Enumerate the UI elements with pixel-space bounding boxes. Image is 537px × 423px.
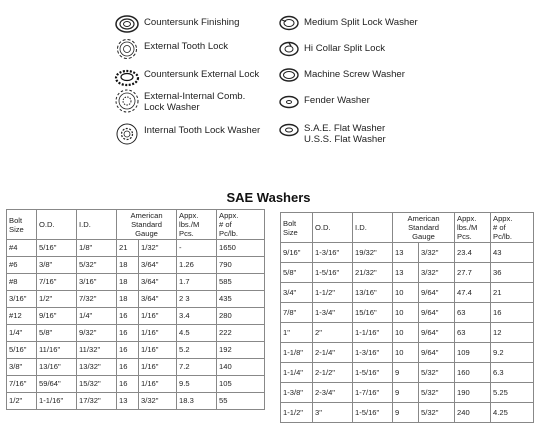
- table-cell: 23.4: [455, 243, 491, 263]
- table-cell: 15/16": [353, 303, 393, 323]
- legend-label: Fender Washer: [304, 95, 370, 106]
- table-cell: 4.25: [491, 403, 534, 423]
- table-row: [281, 243, 534, 263]
- table-cell: 7/16": [37, 274, 77, 291]
- internal-tooth-lock-icon: [114, 122, 140, 146]
- table-cell: 3/8": [37, 257, 77, 274]
- table-cell: 16: [117, 308, 139, 325]
- table-cell: 5/32": [77, 257, 117, 274]
- legend-item-external-internal-comb: [114, 88, 245, 114]
- table-cell: 5.2: [177, 342, 217, 359]
- table-cell: 5/8": [37, 325, 77, 342]
- table-cell: 18.3: [177, 393, 217, 410]
- table-cell: 9/64": [419, 323, 455, 343]
- table-cell: 9.5: [177, 376, 217, 393]
- header-pc: Appx. # of Pc/lb.: [217, 210, 265, 240]
- table-cell: 3/8": [7, 359, 37, 376]
- legend-label: External Tooth Lock: [144, 41, 229, 52]
- table-cell: #6: [7, 257, 37, 274]
- table-cell: 1/2": [37, 291, 77, 308]
- table-cell: 21: [491, 283, 534, 303]
- table-cell: 6.3: [491, 363, 534, 383]
- table-cell: 5/32": [419, 403, 455, 423]
- table-cell: 2 3: [177, 291, 217, 308]
- legend-label: S.A.E. Flat Washer U.S.S. Flat Washer: [304, 123, 386, 145]
- table-cell: 5/32": [419, 363, 455, 383]
- table-cell: 21/32": [353, 263, 393, 283]
- table-cell: 7/32": [77, 291, 117, 308]
- table-cell: 3/32": [419, 243, 455, 263]
- table-cell: 15/32": [77, 376, 117, 393]
- flat-washer-icon: [278, 120, 300, 138]
- table-cell: 1-1/16": [37, 393, 77, 410]
- table-cell: 7/8": [281, 303, 313, 323]
- legend-label: External-Internal Comb. Lock Washer: [144, 91, 246, 113]
- legend-label: Medium Split Lock Washer: [304, 17, 418, 28]
- table-header-row: [7, 210, 265, 240]
- table-cell: 2-1/2": [313, 363, 353, 383]
- table-cell: 16: [491, 303, 534, 323]
- table-cell: 9: [393, 363, 419, 383]
- table-cell: 5/16": [7, 342, 37, 359]
- table-cell: 9/64": [419, 303, 455, 323]
- header-gauge: American Standard Gauge: [117, 210, 177, 240]
- table-cell: 3/32": [139, 393, 177, 410]
- legend-item-hi-collar-split-lock: [278, 40, 385, 58]
- table-cell: 435: [217, 291, 265, 308]
- medium-split-lock-icon: [278, 14, 300, 32]
- table-cell: 1-1/16": [353, 323, 393, 343]
- table-cell: 7/16": [7, 376, 37, 393]
- table-cell: 1-5/16": [353, 403, 393, 423]
- table-cell: 1/16": [139, 325, 177, 342]
- table-cell: 10: [393, 303, 419, 323]
- table-cell: 1/16": [139, 342, 177, 359]
- table-row: [7, 257, 265, 274]
- table-cell: 2": [313, 323, 353, 343]
- table-cell: 55: [217, 393, 265, 410]
- table-cell: 5.25: [491, 383, 534, 403]
- table-cell: 9: [393, 383, 419, 403]
- header-od: O.D.: [37, 210, 77, 240]
- table-cell: 3/64": [139, 257, 177, 274]
- table-cell: #8: [7, 274, 37, 291]
- table-row: [281, 303, 534, 323]
- table-cell: 1.7: [177, 274, 217, 291]
- legend-item-internal-tooth-lock: [114, 122, 260, 146]
- table-row: [7, 274, 265, 291]
- fender-washer-icon: [278, 92, 300, 110]
- legend-item-machine-screw-washer: [278, 66, 405, 84]
- countersunk-finishing-icon: [114, 14, 140, 34]
- washer-legend: [110, 8, 430, 158]
- table-row: [281, 403, 534, 423]
- countersunk-external-lock-icon: [114, 66, 140, 88]
- table-row: [281, 383, 534, 403]
- header-id: I.D.: [353, 213, 393, 243]
- table-cell: #12: [7, 308, 37, 325]
- table-cell: 9/16": [37, 308, 77, 325]
- table-cell: 43: [491, 243, 534, 263]
- table-row: [7, 325, 265, 342]
- table-cell: 11/16": [37, 342, 77, 359]
- table-row: [7, 240, 265, 257]
- table-cell: 1/32": [139, 240, 177, 257]
- legend-item-countersunk-external-lock: [114, 66, 259, 88]
- table-row: [7, 359, 265, 376]
- table-cell: 16: [117, 325, 139, 342]
- table-cell: 5/32": [419, 383, 455, 403]
- sae-washers-table-right: [280, 212, 534, 423]
- table-header-row: [281, 213, 534, 243]
- table-cell: 16: [117, 376, 139, 393]
- table-cell: 21: [117, 240, 139, 257]
- table-cell: 1-1/2": [281, 403, 313, 423]
- table-row: [281, 343, 534, 363]
- table-cell: 9/64": [419, 283, 455, 303]
- table-cell: 16: [117, 342, 139, 359]
- table-cell: 1/8": [77, 240, 117, 257]
- table-cell: 192: [217, 342, 265, 359]
- table-cell: 11/32": [77, 342, 117, 359]
- table-cell: 13: [393, 263, 419, 283]
- header-lbs: Appx. lbs./M Pcs.: [455, 213, 491, 243]
- table-cell: 5/8": [281, 263, 313, 283]
- table-cell: 2-1/4": [313, 343, 353, 363]
- table-cell: 16: [117, 359, 139, 376]
- table-cell: 240: [455, 403, 491, 423]
- table-cell: 1-3/4": [313, 303, 353, 323]
- table-cell: 13/16": [37, 359, 77, 376]
- table-row: [7, 393, 265, 410]
- table-cell: 1650: [217, 240, 265, 257]
- table-cell: 1.26: [177, 257, 217, 274]
- table-cell: 1/2": [7, 393, 37, 410]
- table-cell: 4.5: [177, 325, 217, 342]
- external-internal-comb-lock-icon: [114, 88, 140, 114]
- table-cell: 1-3/16": [313, 243, 353, 263]
- table-cell: 9: [393, 403, 419, 423]
- table-cell: 13/16": [353, 283, 393, 303]
- table-cell: 13: [117, 393, 139, 410]
- legend-item-external-tooth-lock: [114, 38, 228, 60]
- table-cell: 9/64": [419, 343, 455, 363]
- machine-screw-washer-icon: [278, 66, 300, 84]
- table-cell: 585: [217, 274, 265, 291]
- table-cell: 19/32": [353, 243, 393, 263]
- table-cell: 1-3/16": [353, 343, 393, 363]
- table-cell: 3/4": [281, 283, 313, 303]
- legend-label: Countersunk Finishing: [144, 17, 240, 28]
- table-row: [7, 308, 265, 325]
- header-lbs: Appx. lbs./M Pcs.: [177, 210, 217, 240]
- table-cell: 280: [217, 308, 265, 325]
- table-cell: 7.2: [177, 359, 217, 376]
- table-cell: 1-5/16": [313, 263, 353, 283]
- table-cell: 1/16": [139, 308, 177, 325]
- table-cell: 9/16": [281, 243, 313, 263]
- table-cell: 222: [217, 325, 265, 342]
- table-cell: 10: [393, 323, 419, 343]
- table-cell: 790: [217, 257, 265, 274]
- table-cell: 1/16": [139, 376, 177, 393]
- table-cell: 36: [491, 263, 534, 283]
- table-cell: 1/16": [139, 359, 177, 376]
- table-cell: 13: [393, 243, 419, 263]
- table-cell: 3/16": [7, 291, 37, 308]
- legend-item-fender-washer: [278, 92, 370, 110]
- table-cell: 3/32": [419, 263, 455, 283]
- table-cell: 109: [455, 343, 491, 363]
- table-cell: 18: [117, 274, 139, 291]
- table-cell: 1-5/16": [353, 363, 393, 383]
- table-cell: 140: [217, 359, 265, 376]
- table-cell: 1/4": [77, 308, 117, 325]
- table-cell: 1-7/16": [353, 383, 393, 403]
- table-cell: 1-1/2": [313, 283, 353, 303]
- header-bolt-size: Bolt Size: [7, 210, 37, 240]
- table-row: [281, 283, 534, 303]
- legend-item-flat-washer: [278, 120, 386, 145]
- table-cell: 160: [455, 363, 491, 383]
- table-cell: 105: [217, 376, 265, 393]
- legend-item-countersunk-finishing: [114, 14, 239, 34]
- table-cell: 3/64": [139, 291, 177, 308]
- table-row: [7, 291, 265, 308]
- header-pc: Appx. # of Pc/lb.: [491, 213, 534, 243]
- table-cell: 1-1/8": [281, 343, 313, 363]
- table-cell: 1-3/8": [281, 383, 313, 403]
- hi-collar-split-lock-icon: [278, 40, 300, 58]
- table-cell: 18: [117, 257, 139, 274]
- table-cell: #4: [7, 240, 37, 257]
- header-gauge: American Standard Gauge: [393, 213, 455, 243]
- table-cell: 27.7: [455, 263, 491, 283]
- table-cell: 3/64": [139, 274, 177, 291]
- table-cell: 10: [393, 343, 419, 363]
- legend-item-medium-split-lock: [278, 14, 418, 32]
- table-cell: 63: [455, 323, 491, 343]
- table-cell: 190: [455, 383, 491, 403]
- table-row: [281, 263, 534, 283]
- table-cell: 12: [491, 323, 534, 343]
- table-cell: 1-1/4": [281, 363, 313, 383]
- legend-label: Internal Tooth Lock Washer: [144, 125, 261, 136]
- table-cell: 10: [393, 283, 419, 303]
- table-cell: 3.4: [177, 308, 217, 325]
- table-row: [281, 323, 534, 343]
- external-tooth-lock-icon: [114, 38, 140, 60]
- table-cell: 47.4: [455, 283, 491, 303]
- table-cell: 18: [117, 291, 139, 308]
- table-cell: 2-3/4": [313, 383, 353, 403]
- table-row: [7, 342, 265, 359]
- table-cell: 9/32": [77, 325, 117, 342]
- table-cell: 63: [455, 303, 491, 323]
- header-id: I.D.: [77, 210, 117, 240]
- header-bolt-size: Bolt Size: [281, 213, 313, 243]
- table-cell: 1": [281, 323, 313, 343]
- table-cell: 9.2: [491, 343, 534, 363]
- page-title: SAE Washers: [226, 190, 311, 205]
- table-cell: 5/16": [37, 240, 77, 257]
- table-cell: 1/4": [7, 325, 37, 342]
- table-cell: 3/16": [77, 274, 117, 291]
- table-row: [7, 376, 265, 393]
- table-cell: 13/32": [77, 359, 117, 376]
- legend-label: Machine Screw Washer: [304, 69, 405, 80]
- table-cell: 3": [313, 403, 353, 423]
- legend-label: Countersunk External Lock: [144, 69, 260, 80]
- table-cell: -: [177, 240, 217, 257]
- table-row: [281, 363, 534, 383]
- table-cell: 17/32": [77, 393, 117, 410]
- legend-label: Hi Collar Split Lock: [304, 43, 386, 54]
- header-od: O.D.: [313, 213, 353, 243]
- table-cell: 59/64": [37, 376, 77, 393]
- sae-washers-table-left: [6, 209, 265, 410]
